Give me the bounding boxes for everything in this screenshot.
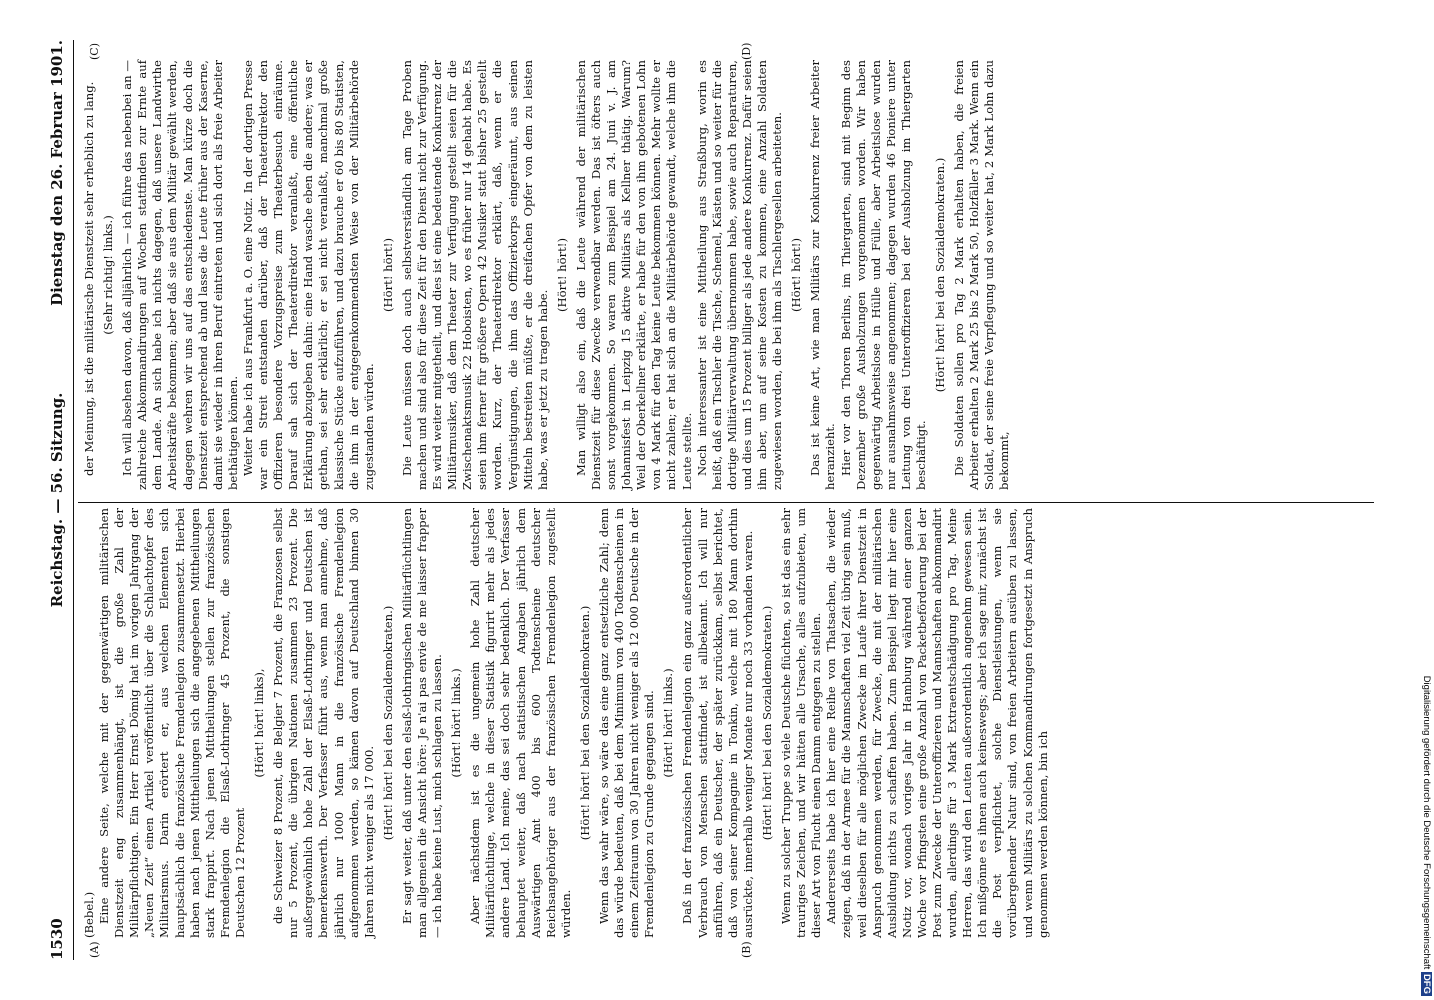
- paragraph: Eine andere Seite, welche mit der gegenwärtigen militärischen Dienstzeit eng zusammenhängt, ist die große Zahl der Militärpflichtigen. Ein Herr Ernst Dömig hat im vorigen Jahrgang der „Neuen Zeit“ einen Artikel veröffentlicht über die Schlachtopfer des Militarismus. Darin erörtert er, aus welchen Elementen sich hauptsächlich die französische Fremdenlegion zusammensetzt. Hierbei haben nach jenen Mittheilungen sich die angegebenen Mittheilungen stark frappirt. Nach jenen Mittheilungen stellen zur französischen Fremdenlegion die Elsaß-Lothringer 45 Prozent, die sonstigen Deutschen 12 Prozent: [97, 508, 247, 938]
- interjection: (Hört! hört! bei den Sozialdemokraten.): [380, 605, 395, 841]
- paragraph: Er sagt weiter, daß unter den elsaß-lothringischen Militärflüchtlingen man allgemein die Ansicht höre: Je n'ai pas envie de me laisser frapper — ich habe keine Lust, mich schlagen zu lassen.: [399, 508, 445, 938]
- interjection: (Sehr richtig! links.): [101, 215, 116, 335]
- paragraph: Weiter habe ich aus Frankfurt a. O. eine Notiz. In der dortigen Presse war ein Streit entstanden darüber, daß der Theaterdirektor den Offizieren besondere Vorzugspreise zum Theaterbesuch einräume. Darauf sah sich der Theaterdirektor veranlaßt, eine öffentliche Erklärung abzugeben dahin: eine Hand wasche eben die andere; was er gethan, sei sehr erklärlich; er sei nicht veranlaßt, manchmal große klassische Stücke aufzuführen, und dazu brauche er 60 bis 80 Statisten, die ihm in der entgegenkommendsten Weise von der Militärbehörde zugestanden würden.: [240, 60, 376, 490]
- interjection: (Hört! hört! bei den Sozialdemokraten.): [577, 605, 592, 841]
- interjection: (Bebel.): [82, 891, 96, 938]
- paragraph: Andererseits habe ich hier eine Reihe von Thatsachen, die wieder zeigen, daß in der Armee für die Mannschaften viel Zeit übrig sein muß, weil dieselben für alle möglichen Zwecke im Laufe ihrer Dienstzeit in Anspruch genommen werden, für Zwecke, die mit der militärischen Ausbildung nichts zu schaffen haben. Zum Beispiel liegt mir hier eine Notiz vor, wonach voriges Jahr in Hamburg während einer ganzen Woche vor Pfingsten eine große Anzahl von Packetbeförderung bei der Post zum Zwecke der Unteroffizieren und Mannschaften abkommandirt wurden, allerdings für 3 Mark Extraentschädigung pro Tag. Meine Herren, das wird den Leuten außerordentlich angenehm gewesen sein. Ich mißgönne es ihnen auch keineswegs; aber ich sage mir, zunächst ist die Post verpflichtet, solche Dienstleistungen, wenn sie vorübergehender Natur sind, von freien Arbeitern ausüben zu lassen, und wenn Militärs zu solchen Kommandirungen fortgesetzt in Anspruch genommen werden können, bin ich: [824, 508, 1050, 938]
- paragraph: der Meinung, ist die militärische Dienstzeit sehr erheblich zu lang.: [82, 81, 96, 476]
- paragraph: Die Soldaten sollen pro Tag 2 Mark erhalten haben, die freien Arbeiter erhalten 2 Mark 25 bis 2 Mark 50, Holzfäller 3 Mark. Wenn ein Soldat, der seine freie Verpflegung und so weiter hat, 2 Mark Lohn dazu bekommt,: [952, 60, 1012, 490]
- header-rule: [73, 40, 74, 960]
- paragraph: Aber nächstdem ist es die ungemein hohe Zahl deutscher Militärflüchtlinge, welche in dieser Statistik figurirt mehr als jedes andere Land. Ich meine, das sei doch sehr bedenklich. Der Verfasser behauptet weiter, daß nach statistischen Angaben jährlich dem Auswärtigen Amt 400 bis 600 Todtenscheine deutscher Reichsangehöriger aus der französischen Fremdenlegion zugestellt würden.: [468, 508, 573, 938]
- right-text-column: [82, 60, 1013, 490]
- paragraph: Wenn das wahr wäre, so wäre das eine ganz entsetzliche Zahl; denn das würde bedeuten, daß bei dem Minimum von 400 Todtenscheinen in einem Zeitraum von 30 Jahren nicht weniger als 12 000 Deutsche in der Fremdenlegion zu Grunde gegangen sind.: [597, 508, 657, 938]
- dfg-logo: DFG: [1421, 973, 1432, 994]
- paragraph: Hier vor den Thoren Berlins, im Thiergarten, sind mit Beginn des Dezember große Ausholzungen vorgenommen worden. Wir haben gegenwärtig Arbeitslose in Hülle und Fülle, aber Arbeitslose wurden nur ausnahmsweise angenommen; dagegen wurden 46 Pioniere unter Leitung von drei Unteroffizieren bei der Ausholzung im Thiergarten beschäftigt.: [838, 60, 928, 490]
- paragraph: Die Leute müssen doch auch selbstverständlich am Tage Proben machen und sind also für diese Zeit für den Dienst nicht zur Verfügung. Es wird weiter mitgetheilt, und dies ist eine bedeutende Konkurrenz der Militärmusiker, daß dem Theater zur Verfügung gestellt seien für die Zwischenaktsmusik 22 Hoboisten, wo es früher nur 14 gehabt habe. Es seien ihm ferner für größere Opern 42 Musiker statt bisher 25 gestellt worden. Kurz, der Theaterdirektor erklärt, daß, wenn er die Vergünstigungen, die ihm das Offizierkorps eingeräumt, aus seinen Mitteln bestreiten müßte, er die dreifachen Opfer von dem zu leisten habe, was er jetzt zu tragen habe.: [399, 60, 550, 490]
- paragraph: Wenn zu solcher Truppe so viele Deutsche flüchten, so ist das ein sehr trauriges Zeichen, und wir hätten alle Ursache, alles aufzubieten, um dieser Art von Flucht einen Damm entgegen zu stellen.: [779, 508, 824, 938]
- paragraph: Man willigt also ein, daß die Leute während der militärischen Dienstzeit für diese Zwecke verwendbar werden. Das ist öfters auch sonst vorgekommen. So waren zum Beispiel am 24. Juni v. J. am Johannisfest in Leipzig 15 aktive Militärs als Kellner thätig. Warum? Weil der Oberkellner erklärte, er habe für den von ihm gebotenen Lohn von 4 Mark für den Tag keine Leute bekommen können. Mehr wollte er nicht zahlen; er hat sich an die Militärbehörde gewandt, welche ihm die Leute stellte.: [573, 60, 694, 490]
- credit-text: Digitalisierung gefördert durch die Deutsche Forschungsgemeinschaft: [1421, 675, 1432, 970]
- margin-marker-a: (A): [88, 941, 101, 958]
- interjection: (Hört! hört! bei den Sozialdemokraten.): [759, 605, 774, 841]
- interjection: (Hört! hört! links.): [661, 668, 676, 778]
- interjection: (Hört! hört!): [554, 238, 569, 312]
- column-divider: [78, 502, 1374, 503]
- digitization-credit: [1418, 6, 1432, 996]
- page-header: [48, 40, 72, 960]
- margin-marker-b: (B): [740, 941, 753, 958]
- session-date: Dienstag den 26. Februar 1901.: [48, 40, 66, 306]
- interjection: (Hört! hört! links.): [449, 668, 464, 778]
- left-text-column: [82, 508, 1051, 938]
- session-title: Reichstag. — 56. Sitzung.: [48, 392, 66, 608]
- margin-marker-c: (C): [88, 43, 101, 60]
- interjection: (Hört! hört! bei den Sozialdemokraten.): [933, 157, 948, 393]
- margin-marker-d: (D): [740, 42, 753, 60]
- interjection: (Hört! hört!): [380, 238, 395, 312]
- interjection: (Hört! hört!): [789, 238, 804, 312]
- page-number: 1530: [48, 918, 66, 960]
- paragraph: Noch interessanter ist eine Mittheilung aus Straßburg, worin es heißt, daß ein Tischler die Tische, Schemel, Kästen und so weiter für die dortige Militärverwaltung übernommen habe, sowie auch Reparaturen, und dies um 15 Prozent billiger als jede andere Konkurrenz. Dafür seien ihm aber, um auf seine Kosten zu kommen, eine Anzahl Soldaten zugewiesen worden, die bei ihm als Tischlergesellen arbeiteten.: [694, 60, 785, 490]
- paragraph: Das ist keine Art, wie man Militärs zur Konkurrenz freier Arbeiter heranzieht.: [808, 60, 838, 490]
- paragraph: die Schweizer 8 Prozent, die Belgier 7 Prozent, die Franzosen selbst nur 5 Prozent, die übrigen Nationen zusammen 23 Prozent. Die außergewöhnlich hohe Zahl der Elsaß-Lothringer und Deutschen ist bemerkenswerth. Der Verfasser führt aus, wenn man annehme, daß jährlich nur 1000 Mann in die französische Fremdenlegion aufgenommen werden, so kämen davon auf Deutschland binnen 30 Jahren nicht weniger als 17 000.: [271, 508, 376, 938]
- interjection: (Hört! hört! links),: [252, 668, 267, 778]
- paragraph: Ich will absehen davon, daß alljährlich — ich führe das nebenbei an — zahlreiche Abkommandirungen auf Wochen stattfinden zur Ernte auf dem Lande. An sich habe ich nichts dagegen, daß unsere Landwirthe Arbeitskräfte bekommen; aber daß sie aus dem Militär gewählt werden, dagegen wehren wir uns auf das entschiedenste. Man kürze doch die Dienstzeit entsprechend ab und lasse die Leute früher aus der Kaserne, damit sie wieder in ihren Beruf eintreten und sich dort als freie Arbeiter bethätigen können.: [120, 60, 240, 490]
- paragraph: Daß in der französischen Fremdenlegion ein ganz außerordentlicher Verbrauch von Menschen stattfindet, ist allbekannt. Ich will nur anführen, daß ein Deutscher, der später zurückkam, selbst berichtet, daß von seiner Kompagnie in Tonkin, welche mit 180 Mann dorthin ausrückte, innerhalb weniger Monate nur noch 33 vorhanden waren.: [680, 508, 755, 938]
